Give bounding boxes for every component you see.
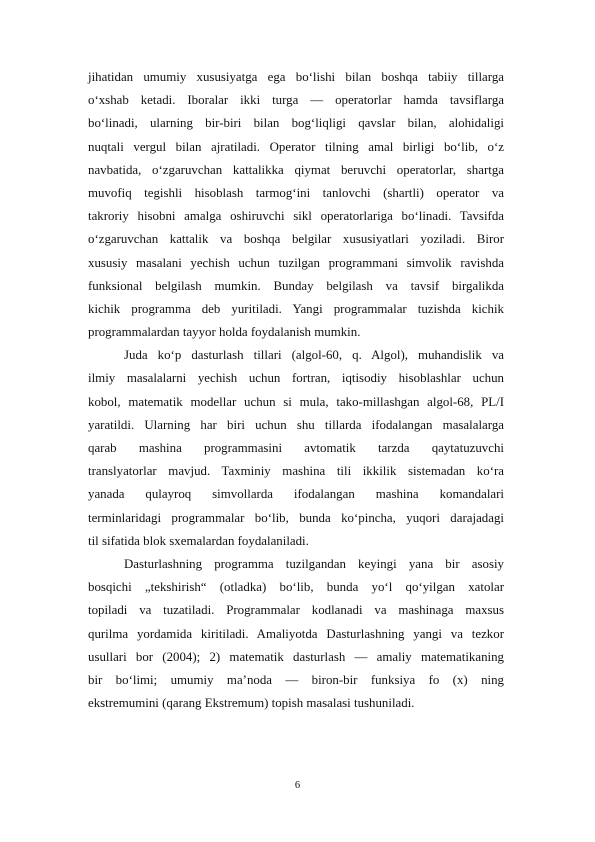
text-line: bosqichi „tekshirish“ (otladka) boʻlib, bunda yoʻl qoʻyilgan xatolar	[88, 580, 504, 595]
text-line: translyatorlar mavjud. Taxminiy mashina tili ikkilik sistemadan koʻra	[88, 464, 504, 479]
text-line: ilmiy masalalarni yechish uchun fortran, iqtisodiy hisoblashlar uchun	[88, 371, 504, 386]
text-line: Juda koʻp dasturlash tillari (algol-60, q. Algol), muhandislik va	[124, 348, 504, 363]
text-line: kichik programma deb yuritiladi. Yangi programmalar tuzishda kichik	[88, 301, 504, 316]
text-line: yanada qulayroq simvollarda ifodalangan mashina komandalari	[88, 487, 504, 502]
text-line: usullari bor (2004); 2) matematik dasturlash — amaliy matematikaning	[88, 649, 504, 664]
text-line: til sifatida blok sxemalardan foydalaniladi.	[88, 533, 309, 548]
text-line: qurilma yordamida kiritiladi. Amaliyotda Dasturlashning yangi va tezkor	[88, 626, 504, 641]
text-line: nuqtali vergul bilan ajratiladi. Operator tilning amal birligi boʻlib, oʻz	[88, 139, 504, 154]
text-line: topiladi va tuzatiladi. Programmalar kodlanadi va mashinaga maxsus	[88, 603, 504, 618]
text-line: programmalardan tayyor holda foydalanish mumkin.	[88, 325, 361, 340]
text-line: xususiy masalani yechish uchun tuzilgan programmani simvolik ravishda	[88, 255, 504, 270]
text-line: takroriy hisobni amalga oshiruvchi sikl operatorlariga boʻlinadi. Tavsifda	[88, 209, 504, 224]
text-line: kobol, matematik modellar uchun si mula, tako-millashgan algol-68, PL/I	[88, 394, 504, 409]
text-line: bir boʻlimi; umumiy maʼnoda — biron-bir funksiya fo (x) ning	[88, 672, 504, 687]
paragraph-1	[88, 66, 504, 344]
text-line: Dasturlashning programma tuzilgandan keyingi yana bir asosiy	[124, 556, 504, 571]
text-line: boʻlinadi, ularning bir-biri bilan bogʻliqligi qavslar bilan, alohidaligi	[88, 116, 504, 131]
text-line: yaratildi. Ularning har biri uchun shu tillarda ifodalangan masalalarga	[88, 417, 504, 432]
document-body	[88, 66, 504, 715]
text-line: oʻzgaruvchan kattalik va boshqa belgilar xususiyatlari yoziladi. Biror	[88, 232, 504, 247]
text-line: ekstremumini (qarang Ekstremum) topish masalasi tushuniladi.	[88, 696, 415, 711]
text-line: muvofiq tegishli hisoblash tarmogʻini tanlovchi (shartli) operator va	[88, 185, 504, 200]
text-line: qarab mashina programmasini avtomatik tarzda qaytatuzuvchi	[88, 441, 504, 455]
text-line: oʻxshab ketadi. Iboralar ikki turga — operatorlar hamda tavsiflarga	[88, 93, 504, 108]
page-number: 6	[294, 780, 301, 791]
paragraph-3	[88, 553, 504, 715]
paragraph-2	[88, 344, 504, 553]
text-line: jihatidan umumiy xususiyatga ega boʻlishi bilan boshqa tabiiy tillarga	[88, 70, 504, 84]
text-line: navbatida, oʻzgaruvchan kattalikka qiymat beruvchi operatorlar, shartga	[88, 162, 504, 177]
text-line: terminlaridagi programmalar boʻlib, bunda koʻpincha, yuqori darajadagi	[88, 510, 504, 525]
text-line: funksional belgilash mumkin. Bunday belgilash va tavsif birgalikda	[88, 278, 504, 293]
